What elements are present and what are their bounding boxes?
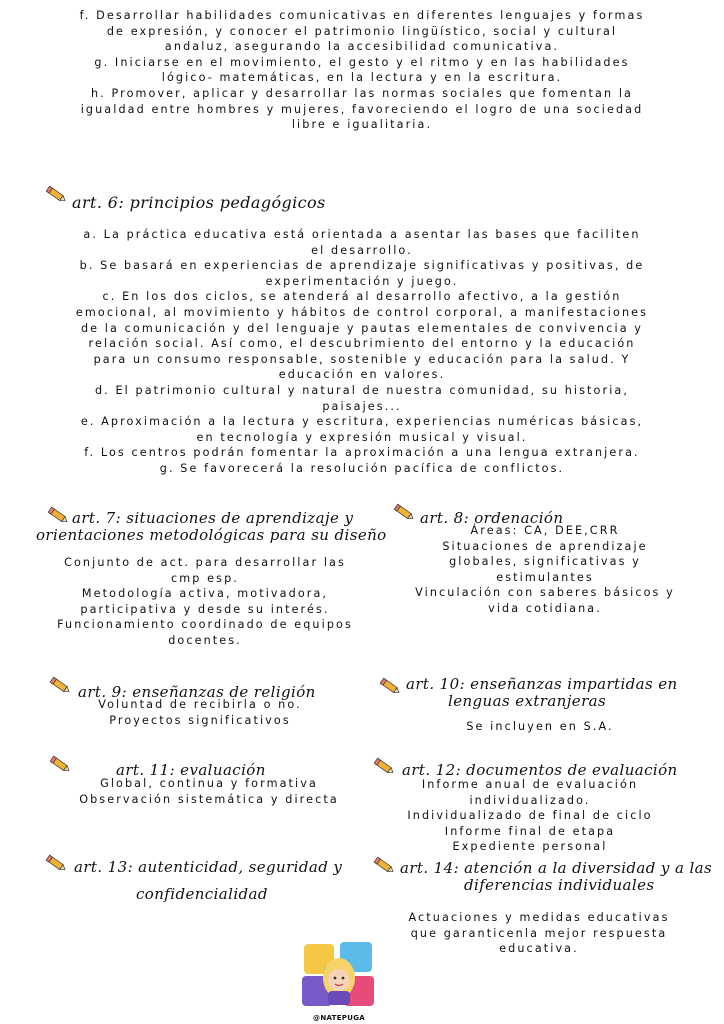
text-line: el desarrollo. <box>311 243 413 257</box>
text-line: Situaciones de aprendizaje <box>442 539 648 553</box>
top-paragraph <box>0 8 724 133</box>
text-line: Global, continua y formativa <box>100 777 318 790</box>
title-line: art. 7: situaciones de aprendizaje y <box>72 509 354 527</box>
art8-body <box>390 523 700 617</box>
art11-body <box>44 776 374 807</box>
text-line: c. En los dos ciclos, se atenderá al desarrollo afectivo, a la gestión <box>102 290 622 304</box>
title-line: orientaciones metodológicas para su diseño <box>36 526 387 544</box>
title-line: lenguas extranjeras <box>448 692 607 710</box>
text-line: Individualizado de final de ciclo <box>407 809 653 823</box>
text-line: globales, significativas y <box>449 555 641 569</box>
text-line: f. Los centros podrán fomentar la aproximación a una lengua extranjera. <box>84 446 640 460</box>
text-line: libre e igualitaria. <box>291 118 433 132</box>
art8-title: art. 8: ordenación <box>420 509 564 527</box>
pencil-icon <box>48 752 74 778</box>
text-line: Informe anual de evaluación <box>421 778 639 791</box>
text-line: d. El patrimonio cultural y natural de nuestra comunidad, su historia, <box>94 383 630 397</box>
text-line: Metodología activa, motivadora, <box>81 587 329 601</box>
art14-body <box>374 910 704 957</box>
text-line: h. Promover, aplicar y desarrollar las normas sociales que fomentan la <box>90 86 634 100</box>
pencil-icon <box>44 851 70 877</box>
text-line: vida cotidiana. <box>488 601 602 615</box>
text-line: Vinculación con saberes básicos y <box>415 586 675 600</box>
text-line: docentes. <box>168 633 242 647</box>
text-line: igualdad entre hombres y mujeres, favoreciendo el logro de una sociedad <box>80 102 644 116</box>
art11-title: art. 11: evaluación <box>116 761 266 779</box>
text-line: individualizado. <box>469 793 591 807</box>
text-line: Informe final de etapa <box>444 824 616 838</box>
puzzle-avatar-icon <box>300 940 378 1010</box>
text-line: a. La práctica educativa está orientada a asentar las bases que faciliten <box>83 228 641 241</box>
title-line: diferencias individuales <box>464 876 655 894</box>
text-line: para un consumo responsable, sostenible y educación para la salud. Y <box>93 352 631 366</box>
text-line: Áreas: CA, DEE,CRR <box>470 524 620 537</box>
art14-title <box>400 860 720 894</box>
art9-title: art. 9: enseñanzas de religión <box>78 683 316 701</box>
text-line: experimentación y juego. <box>265 274 459 288</box>
text-line: andaluz, asegurando la accesibilidad comunicativa. <box>164 40 560 54</box>
pencil-icon <box>44 182 70 208</box>
text-line: g. Se favorecerá la resolución pacífica de conflictos. <box>159 461 565 475</box>
pencil-icon <box>378 674 404 700</box>
text-line: Actuaciones y medidas educativas <box>408 911 670 924</box>
author-logo <box>300 940 378 1022</box>
text-line: Voluntad de recibirla o no. <box>98 698 302 711</box>
art10-title <box>406 676 716 710</box>
art9-body <box>50 697 350 728</box>
text-line: Observación sistemática y directa <box>79 792 339 806</box>
text-line: Se incluyen en S.A. <box>466 720 614 733</box>
art6-title: art. 6: principios pedagógicos <box>72 193 326 212</box>
text-line: paisajes... <box>322 399 402 413</box>
text-line: en tecnología y expresión musical y visual. <box>196 430 528 444</box>
text-line: Expediente personal <box>452 840 608 854</box>
art7-title <box>36 509 387 544</box>
text-line: cmp esp. <box>171 571 239 585</box>
text-line: Proyectos significativos <box>109 713 291 727</box>
text-line: participativa y desde su interés. <box>80 602 330 616</box>
text-line: b. Se basará en experiencias de aprendizaje significativas y positivas, de <box>79 259 645 273</box>
title-line: art. 14: atención a la diversidad y a las <box>400 859 713 877</box>
pencil-icon <box>48 673 74 699</box>
title-line: art. 10: enseñanzas impartidas en <box>406 675 678 693</box>
art7-body <box>30 555 380 649</box>
text-line: relación social. Así como, el descubrimiento del entorno y la educación <box>88 337 636 351</box>
art6-body <box>0 227 724 477</box>
art13-title <box>74 859 374 903</box>
text-line: e. Aproximación a la lectura y escritura, experiencias numéricas básicas, <box>80 415 644 429</box>
art10-body <box>400 719 680 735</box>
text-line: lógico- matemáticas, en la lectura y en la escritura. <box>161 71 563 85</box>
text-line: educación en valores. <box>278 368 446 382</box>
text-line: estimulantes <box>496 570 594 584</box>
text-line: que garanticenla mejor respuesta <box>410 926 668 940</box>
text-line: emocional, al movimiento y hábitos de control corporal, a manifestaciones <box>75 305 649 319</box>
text-line: f. Desarrollar habilidades comunicativas en diferentes lenguajes y formas <box>79 9 645 22</box>
text-line: de expresión, y conocer el patrimonio lingüístico, social y cultural <box>106 24 618 38</box>
text-line: Funcionamiento coordinado de equipos <box>57 618 353 632</box>
art12-body <box>380 777 680 855</box>
author-handle: @NATEPUGA <box>313 1014 365 1022</box>
text-line: Conjunto de act. para desarrollar las <box>64 556 346 569</box>
title-line: confidencialidad <box>136 885 268 903</box>
art12-title: art. 12: documentos de evaluación <box>402 761 678 779</box>
text-line: g. Iniciarse en el movimiento, el gesto y el ritmo y en las habilidades <box>94 55 630 69</box>
title-line: art. 13: autenticidad, seguridad y <box>74 858 343 876</box>
text-line: de la comunicación y del lenguaje y pautas elementales de convivencia y <box>80 321 644 335</box>
text-line: educativa. <box>499 942 579 956</box>
pencil-icon <box>372 853 398 879</box>
